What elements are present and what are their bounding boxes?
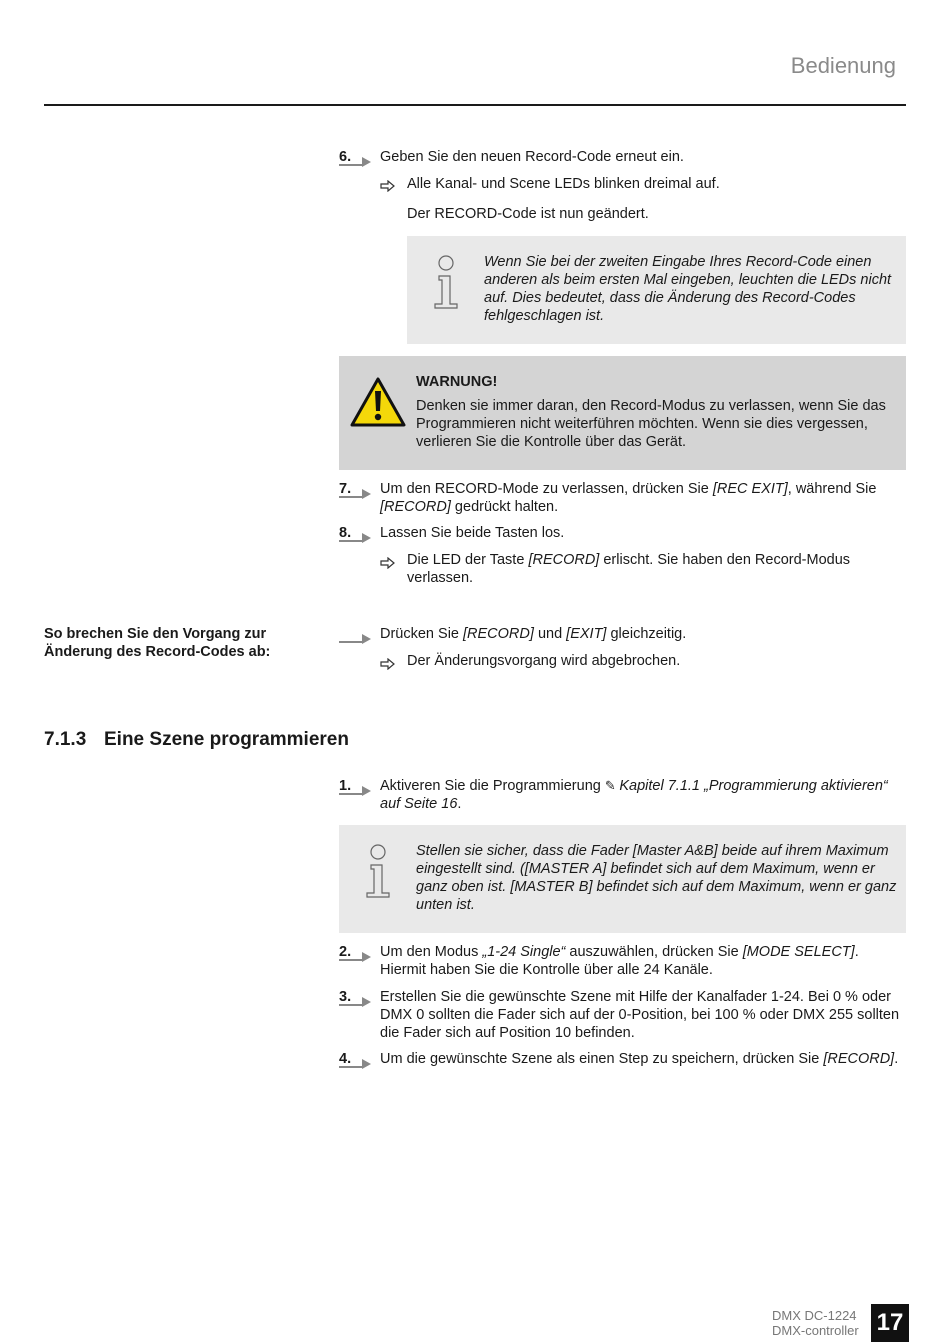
warning-title: WARNUNG! (416, 374, 498, 390)
step-text: Geben Sie den neuen Record-Code erneut ein. (380, 149, 684, 165)
result-arrow-icon (380, 557, 396, 569)
cross-reference-link[interactable]: Kapitel 7.1.1 „Programmierung aktivieren“ auf Seite 16 (380, 778, 888, 812)
result-text: Der Änderungsvorgang wird abgebrochen. (407, 653, 681, 669)
step-text: Aktiveren Sie die Programmierung ✎ Kapitel 7.1.1 „Programmierung aktivieren“ auf Seite 16. (380, 778, 888, 812)
note-text: Der RECORD-Code ist nun geändert. (407, 206, 649, 222)
warning-box (339, 356, 906, 470)
step-number: 4. (339, 1051, 352, 1067)
step-arrow-icon (339, 486, 373, 500)
warning-icon (349, 376, 407, 428)
info-icon (361, 843, 395, 899)
footer-product (772, 1308, 859, 1338)
step-text: Um den Modus „1-24 Single“ auszuwählen, drücken Sie [MODE SELECT]. Hiermit haben Sie die Kontrolle über alle 24 Kanäle. (380, 944, 859, 978)
info-text: Stellen sie sicher, dass die Fader [Master A&B] beide auf ihrem Maximum eingestellt sind. ([MASTER A] befindet sich auf dem Maximum, wenn er ganz oben ist. [MASTER B] befindet sich auf dem Maximum, wenn er ganz unten ist. (416, 843, 897, 913)
page-number: 17 (871, 1304, 909, 1342)
result-arrow-icon (380, 180, 396, 192)
header-rule (44, 104, 906, 106)
step-text: Erstellen Sie die gewünschte Szene mit Hilfe der Kanalfader 1-24. Bei 0 % oder DMX 0 sollten die Fader sich auf der 0-Position, bei 100 % oder DMX 255 sollten die Fader sich auf Position 10 befinden. (380, 989, 900, 1041)
step-number: 6. (339, 149, 352, 165)
footer-type: DMX-controller (772, 1323, 859, 1338)
step-number: 8. (339, 525, 352, 541)
result-text: Die LED der Taste [RECORD] erlischt. Sie haben den Record-Modus verlassen. (407, 552, 851, 586)
step-arrow-icon (339, 530, 373, 544)
step-arrow-icon (339, 994, 373, 1008)
warning-text: Denken sie immer daran, den Record-Modus zu verlassen, wenn Sie das Programmieren nicht weiterführen möchten. Wenn sie dies vergessen, verlieren Sie die Kontrolle über das Gerät. (416, 398, 886, 450)
step-text: Um die gewünschte Szene als einen Step zu speichern, drücken Sie [RECORD]. (380, 1051, 899, 1067)
info-box (407, 236, 906, 344)
step-number: 7. (339, 481, 352, 497)
footer-model: DMX DC-1224 (772, 1308, 857, 1323)
step-arrow-icon (339, 783, 373, 797)
link-hand-icon: ✎ (604, 778, 620, 793)
step-arrow-icon (339, 949, 373, 963)
step-number: 1. (339, 778, 352, 794)
info-icon (429, 254, 463, 310)
info-box (339, 825, 906, 933)
step-text: Um den RECORD-Mode zu verlassen, drücken Sie [REC EXIT], während Sie [RECORD] gedrückt halten. (380, 481, 877, 515)
step-arrow-icon (339, 631, 373, 645)
step-number: 2. (339, 944, 352, 960)
step-number: 3. (339, 989, 352, 1005)
step-arrow-icon (339, 154, 373, 168)
section-title: Bedienung (790, 53, 896, 78)
result-text: Alle Kanal- und Scene LEDs blinken dreimal auf. (407, 176, 720, 192)
step-arrow-icon (339, 1056, 373, 1070)
info-text: Wenn Sie bei der zweiten Eingabe Ihres Record-Code einen anderen als beim ersten Mal eingeben, leuchten die LEDs nicht auf. Dies bedeutet, dass die Änderung des Record-Codes fehlgeschlagen ist. (484, 254, 892, 324)
step-text: Drücken Sie [RECORD] und [EXIT] gleichzeitig. (380, 626, 687, 642)
result-arrow-icon (380, 658, 396, 670)
side-heading: So brechen Sie den Vorgang zur Änderung des Record-Codes ab: (44, 626, 271, 660)
step-text: Lassen Sie beide Tasten los. (380, 525, 565, 541)
section-heading: 7.1.3 Eine Szene programmieren (44, 729, 349, 750)
